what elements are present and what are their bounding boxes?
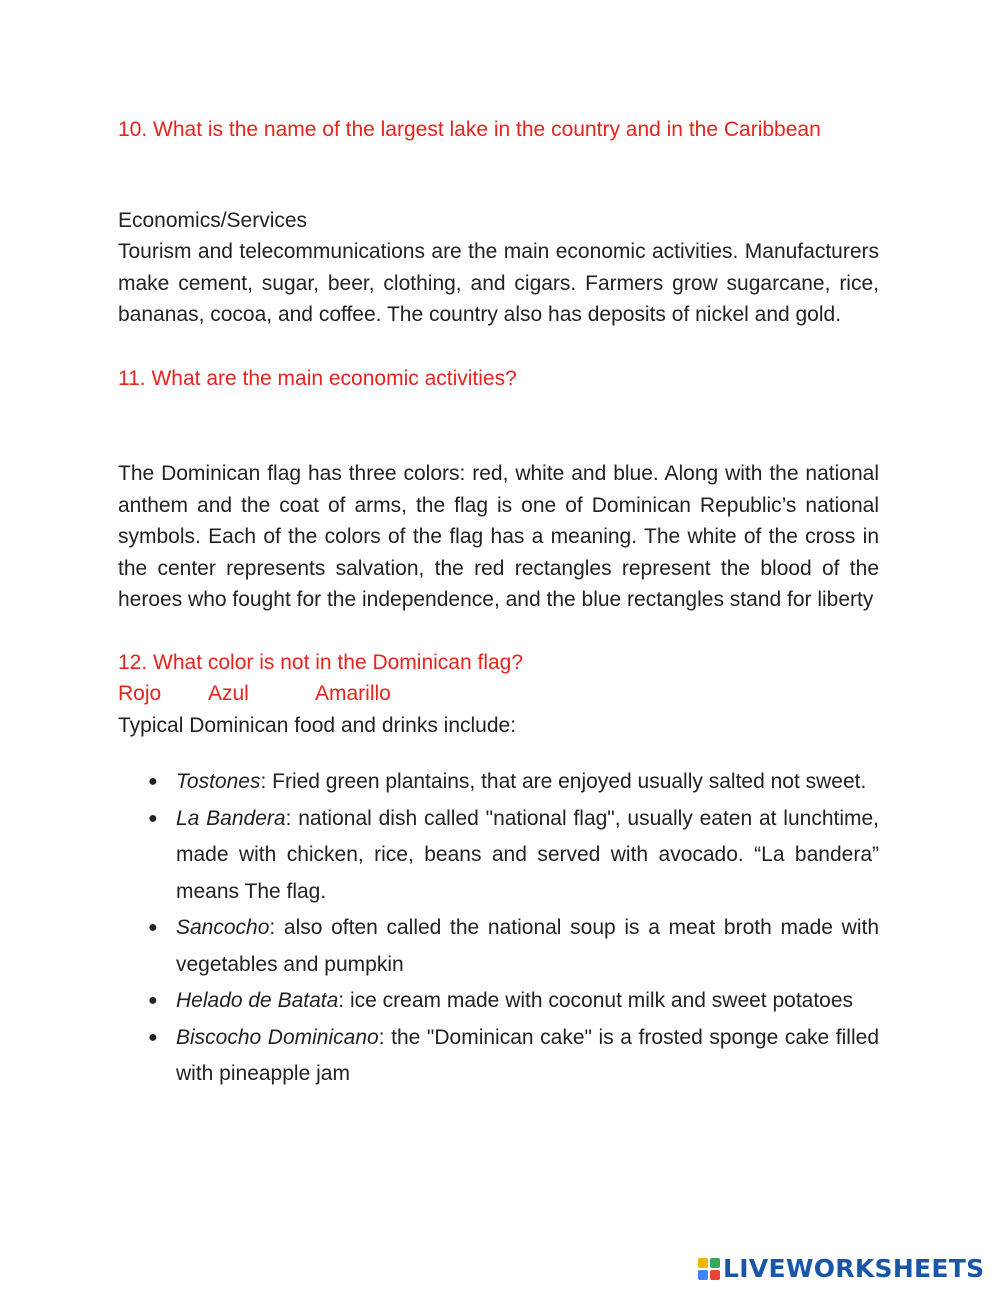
food-heading: Typical Dominican food and drinks include: — [118, 714, 517, 737]
logo-square-blue — [698, 1270, 708, 1280]
logo-square-green — [710, 1258, 720, 1268]
food-description: : Fried green plantains, that are enjoyed usually salted not sweet. — [260, 770, 867, 793]
question-10: 10. What is the name of the largest lake in the country and in the Caribbean — [118, 118, 821, 141]
question-12: 12. What color is not in the Dominican flag? — [118, 651, 524, 674]
food-name: Tostones — [176, 770, 261, 793]
bullet-icon: ● — [148, 919, 158, 936]
list-item — [118, 801, 879, 911]
economics-paragraph: Tourism and telecommunications are the main economic activities. Manufacturers make cement, sugar, beer, clothing, and cigars. Farmers grow sugarcane, rice, bananas, cocoa, and coffee. The country also has deposits of nickel and gold. — [118, 240, 879, 327]
logo-square-red — [710, 1270, 720, 1280]
bullet-icon: ● — [148, 809, 158, 827]
flag-paragraph: The Dominican flag has three colors: red, white and blue. Along with the national anthem and the coat of arms, the flag is one of Dominican Republic’s national symbols. Each of the colors of the flag has a meaning. The white of the cross in the center represents salvation, the red rectangles represent the blood of the heroes who fought for the independence, and the blue rectangles stand for liberty — [118, 462, 879, 612]
food-name: La Bandera — [176, 806, 286, 830]
bullet-icon: ● — [148, 1028, 158, 1046]
option-azul: Azul — [208, 682, 249, 705]
economics-heading: Economics/Services — [118, 209, 308, 232]
food-name: Sancocho — [176, 916, 270, 939]
food-description: : ice cream made with coconut milk and sweet potatoes — [338, 989, 854, 1012]
liveworksheets-logo-icon — [697, 1257, 721, 1281]
logo-square-yellow — [698, 1258, 708, 1268]
food-description: : national dish called "national flag", usually eaten at lunchtime, made with chicken, rice, beans and served with avocado. “La bandera” means The flag. — [176, 806, 880, 903]
list-item — [118, 910, 879, 983]
list-item — [118, 764, 879, 801]
bullet-icon: ● — [148, 773, 158, 790]
food-description: : the "Dominican cake" is a frosted sponge cake filled with pineapple jam — [176, 1025, 879, 1085]
food-list — [118, 764, 879, 1093]
liveworksheets-logo[interactable] — [697, 1254, 984, 1283]
bullet-icon: ● — [148, 992, 158, 1009]
answer-options — [118, 678, 391, 710]
option-amarillo: Amarillo — [315, 682, 391, 705]
list-item — [118, 1020, 879, 1093]
food-name: Biscocho Dominicano — [176, 1025, 379, 1049]
question-11: 11. What are the main economic activities? — [118, 367, 517, 390]
list-item — [118, 983, 879, 1020]
food-name: Helado de Batata — [176, 989, 339, 1012]
food-description: : also often called the national soup is a meat broth made with vegetables and pumpkin — [176, 916, 879, 976]
option-rojo: Rojo — [118, 682, 162, 705]
logo-text: LIVEWORKSHEETS — [723, 1254, 985, 1283]
